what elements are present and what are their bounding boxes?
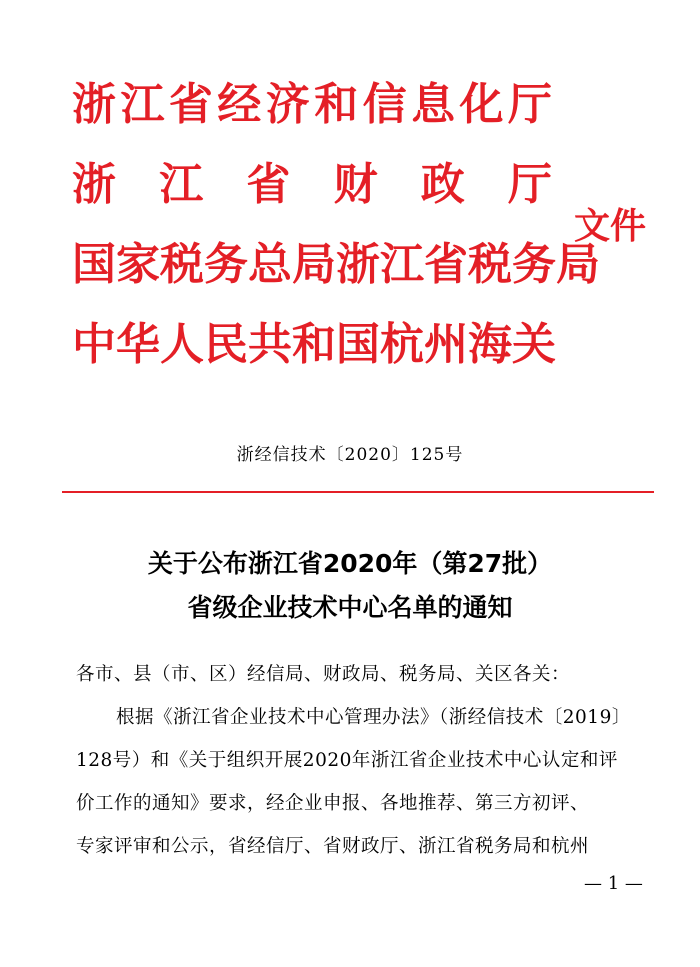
body-line: 价工作的通知》要求，经企业申报、各地推荐、第三方初评、: [76, 793, 590, 814]
notice-title-line-1: 关于公布浙江省2020年（第27批）: [147, 549, 553, 578]
notice-title-line-2: 省级企业技术中心名单的通知: [187, 593, 513, 622]
issuer-line-tax-bureau: 国家税务总局浙江省税务局: [72, 239, 600, 290]
red-divider-rule: [62, 491, 654, 493]
document-number: 浙经信技术〔2020〕125号: [236, 445, 464, 465]
document-word-label: 文件: [574, 206, 647, 247]
body-line-salutation: 各市、县（市、区）经信局、财政局、税务局、关区各关：: [76, 664, 571, 685]
page-number: — 1 —: [584, 873, 643, 894]
issuer-line-finance-dept: 浙江省财政厅: [72, 159, 552, 210]
issuer-line-customs: 中华人民共和国杭州海关: [72, 319, 556, 370]
issuer-line-economy-it-dept: 浙江省经济和信息化厅: [72, 79, 552, 130]
body-line: 根据《浙江省企业技术中心管理办法》（浙经信技术〔2019〕: [116, 707, 631, 728]
body-line: 专家评审和公示，省经信厅、省财政厅、浙江省税务局和杭州: [76, 836, 590, 857]
body-line: 128号）和《关于组织开展2020年浙江省企业技术中心认定和评: [76, 750, 618, 771]
